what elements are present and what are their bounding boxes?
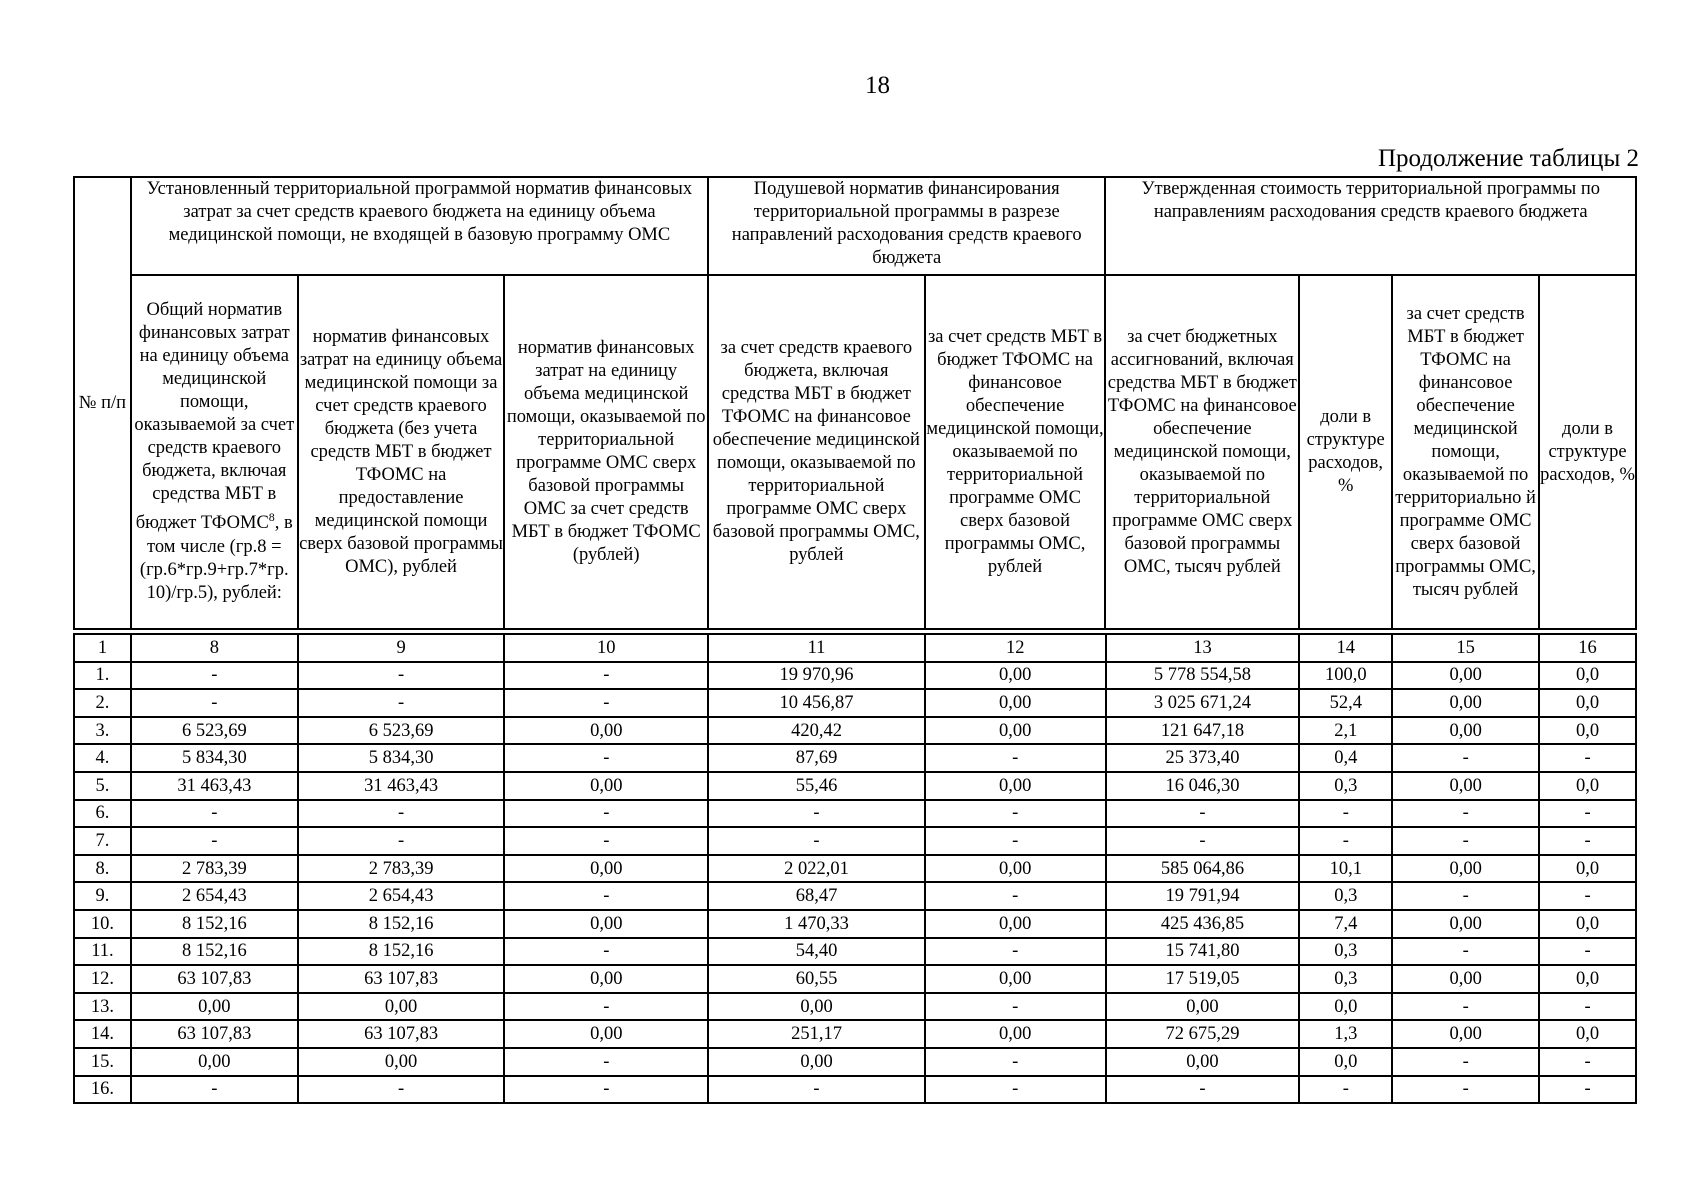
table-cell: 0,00: [925, 717, 1106, 745]
table-cell: 425 436,85: [1106, 910, 1300, 938]
table-cell: 2 654,43: [298, 882, 505, 910]
table-cell: -: [504, 689, 708, 717]
table-cell: -: [298, 800, 505, 828]
table-cell: 0,3: [1299, 938, 1392, 966]
table-cell: 0,0: [1539, 717, 1636, 745]
table-cell: 0,00: [1392, 965, 1539, 993]
table-row: [74, 1048, 1636, 1076]
table-cell: 8 152,16: [298, 910, 505, 938]
table-cell: -: [925, 882, 1106, 910]
header-group-per-capita: Подушевой норматив финансирования территориальной программы в разрезе направлений расходования средств краевого бюджета: [708, 177, 1105, 275]
table-cell: 63 107,83: [131, 965, 298, 993]
table-cell: 2 783,39: [131, 855, 298, 883]
table-cell: 0,00: [1392, 689, 1539, 717]
table-cell: -: [131, 689, 298, 717]
header-col12: за счет средств МБТ в бюджет ТФОМС на финансовое обеспечение медицинской помощи, оказываемой по территориальной программе ОМС сверх базовой программы ОМС, рублей: [925, 275, 1106, 629]
table-cell: 5.: [74, 772, 131, 800]
table-cell: 0,00: [1392, 717, 1539, 745]
table-cell: 0,3: [1299, 882, 1392, 910]
table-cell: -: [298, 1076, 505, 1104]
table-cell: 0,00: [925, 965, 1106, 993]
table-cell: 10: [504, 634, 708, 662]
table-cell: 14: [1299, 634, 1392, 662]
table-cell: 16: [1539, 634, 1636, 662]
table-cell: 0,00: [504, 717, 708, 745]
table-cell: 0,0: [1539, 855, 1636, 883]
table-header: [73, 176, 1637, 630]
table-cell: 0,0: [1539, 965, 1636, 993]
table-cell: -: [1392, 827, 1539, 855]
table-cell: 63 107,83: [131, 1020, 298, 1048]
table-cell: -: [1392, 993, 1539, 1021]
table-cell: -: [708, 827, 925, 855]
table-caption: Продолжение таблицы 2: [1377, 145, 1639, 172]
table-cell: 6 523,69: [298, 717, 505, 745]
table-cell: 0,0: [1299, 1048, 1392, 1076]
table-cell: 6.: [74, 800, 131, 828]
table-cell: 1 470,33: [708, 910, 925, 938]
table-row: [74, 1020, 1636, 1048]
header-col15: за счет средств МБТ в бюджет ТФОМС на финансовое обеспечение медицинской помощи, оказываемой по территориально й программе ОМС сверх базовой программы ОМС, тысяч рублей: [1392, 275, 1539, 629]
table-body: [73, 633, 1637, 1104]
table-cell: -: [1539, 938, 1636, 966]
table-cell: 8 152,16: [298, 938, 505, 966]
header-group-cost: Утвержденная стоимость территориальной программы по направлениям расходования средств краевого бюджета: [1105, 177, 1636, 275]
table-cell: 0,00: [708, 993, 925, 1021]
table-cell: -: [925, 1048, 1106, 1076]
table-row: [74, 662, 1636, 690]
table-cell: 0,00: [298, 1048, 505, 1076]
table-cell: -: [504, 1048, 708, 1076]
table-cell: -: [1299, 827, 1392, 855]
table-cell: -: [1299, 800, 1392, 828]
table-row: [74, 800, 1636, 828]
table-row: [74, 827, 1636, 855]
table-cell: 251,17: [708, 1020, 925, 1048]
table-cell: 7.: [74, 827, 131, 855]
table-cell: 12.: [74, 965, 131, 993]
table-cell: 25 373,40: [1106, 744, 1300, 772]
table-cell: -: [1539, 1076, 1636, 1104]
table-cell: 12: [925, 634, 1106, 662]
table-row: [74, 993, 1636, 1021]
table-cell: 0,00: [925, 910, 1106, 938]
table-cell: 3 025 671,24: [1106, 689, 1300, 717]
table-row: [74, 717, 1636, 745]
header-num: № п/п: [74, 177, 131, 629]
table-cell: -: [1392, 800, 1539, 828]
table-cell: 0,3: [1299, 772, 1392, 800]
table-cell: 0,0: [1299, 993, 1392, 1021]
table-cell: 0,00: [1106, 1048, 1300, 1076]
table-cell: 0,3: [1299, 965, 1392, 993]
table-cell: 121 647,18: [1106, 717, 1300, 745]
table-cell: 1: [74, 634, 131, 662]
table-cell: 54,40: [708, 938, 925, 966]
table-cell: 1.: [74, 662, 131, 690]
table-cell: 0,0: [1539, 689, 1636, 717]
table-cell: 0,00: [1392, 1020, 1539, 1048]
table-cell: 585 064,86: [1106, 855, 1300, 883]
table-cell: 63 107,83: [298, 965, 505, 993]
table-row: [74, 910, 1636, 938]
table-cell: -: [1539, 744, 1636, 772]
table-cell: 10 456,87: [708, 689, 925, 717]
table-row: [74, 744, 1636, 772]
table-cell: 9: [298, 634, 505, 662]
table-cell: 15: [1392, 634, 1539, 662]
table-cell: 10.: [74, 910, 131, 938]
table-cell: 15.: [74, 1048, 131, 1076]
table-cell: -: [925, 744, 1106, 772]
page-number: 18: [865, 72, 890, 99]
table-cell: -: [1539, 1048, 1636, 1076]
table-cell: -: [925, 1076, 1106, 1104]
table-cell: -: [1392, 1048, 1539, 1076]
table-cell: 11: [708, 634, 925, 662]
table-cell: 13.: [74, 993, 131, 1021]
table-cell: 5 834,30: [131, 744, 298, 772]
table-cell: 2.: [74, 689, 131, 717]
table-cell: -: [131, 800, 298, 828]
table-cell: 0,00: [131, 1048, 298, 1076]
table-cell: -: [1392, 938, 1539, 966]
header-col13: за счет бюджетных ассигнований, включая средства МБТ в бюджет ТФОМС на финансовое обеспечение медицинской помощи, оказываемой по территориальной программе ОМС сверх базовой программы ОМС, тысяч рублей: [1105, 275, 1299, 629]
table-cell: -: [708, 800, 925, 828]
table-cell: 0,00: [504, 855, 708, 883]
table-cell: -: [504, 993, 708, 1021]
table-cell: 0,0: [1539, 772, 1636, 800]
header-col11: за счет средств краевого бюджета, включая средства МБТ в бюджет ТФОМС на финансовое обеспечение медицинской помощи, оказываемой по территориальной программе ОМС сверх базовой программы ОМС, рублей: [708, 275, 925, 629]
table-cell: 13: [1106, 634, 1300, 662]
table-cell: 6 523,69: [131, 717, 298, 745]
table-cell: -: [504, 662, 708, 690]
table-cell: 9.: [74, 882, 131, 910]
table-cell: 19 791,94: [1106, 882, 1300, 910]
table-cell: 5 778 554,58: [1106, 662, 1300, 690]
table-cell: -: [1539, 993, 1636, 1021]
table-cell: -: [925, 993, 1106, 1021]
table-cell: 55,46: [708, 772, 925, 800]
table-cell: 100,0: [1299, 662, 1392, 690]
table-cell: 0,00: [131, 993, 298, 1021]
table-cell: 5 834,30: [298, 744, 505, 772]
table-cell: -: [925, 827, 1106, 855]
table-cell: 31 463,43: [131, 772, 298, 800]
table-cell: 0,00: [1392, 662, 1539, 690]
table-row: [74, 938, 1636, 966]
table-cell: 0,00: [298, 993, 505, 1021]
table-cell: 11.: [74, 938, 131, 966]
table-cell: -: [925, 938, 1106, 966]
table-cell: -: [1299, 1076, 1392, 1104]
header-group-norms: Установленный территориальной программой норматив финансовых затрат за счет средств краевого бюджета на единицу объема медицинской помощи, не входящей в базовую программу ОМС: [131, 177, 708, 275]
table-row: [74, 882, 1636, 910]
table-cell: -: [504, 827, 708, 855]
table-cell: 2 022,01: [708, 855, 925, 883]
table-cell: 0,0: [1539, 1020, 1636, 1048]
table-cell: -: [1539, 800, 1636, 828]
table-cell: 7,4: [1299, 910, 1392, 938]
table-cell: -: [131, 827, 298, 855]
header-col8: Общий норматив финансовых затрат на единицу объема медицинской помощи, оказываемой за счет средств краевого бюджета, включая средства МБТ в бюджет ТФОМС$^8$, в том числе (гр.8 = (гр.6*гр.9+гр.7*гр. 10)/гр.5), рублей:: [131, 275, 298, 629]
column-numbers-row: [74, 634, 1636, 662]
table-cell: 2,1: [1299, 717, 1392, 745]
table-cell: -: [1392, 882, 1539, 910]
table-cell: 0,00: [1392, 772, 1539, 800]
table-row: [74, 855, 1636, 883]
table-cell: 8: [131, 634, 298, 662]
table-cell: -: [1106, 1076, 1300, 1104]
table-cell: 0,0: [1539, 662, 1636, 690]
table-cell: -: [1106, 827, 1300, 855]
table-cell: -: [1539, 882, 1636, 910]
table-cell: -: [131, 662, 298, 690]
table-cell: 0,00: [925, 689, 1106, 717]
table-cell: -: [925, 800, 1106, 828]
header-col14: доли в структуре расходов, %: [1299, 275, 1392, 629]
table-row: [74, 772, 1636, 800]
table-cell: 3.: [74, 717, 131, 745]
table-cell: 63 107,83: [298, 1020, 505, 1048]
table-cell: -: [504, 938, 708, 966]
table-cell: -: [1106, 800, 1300, 828]
table-cell: 0,00: [1106, 993, 1300, 1021]
table-cell: 0,00: [1392, 910, 1539, 938]
table-row: [74, 1076, 1636, 1104]
table-cell: 60,55: [708, 965, 925, 993]
table-cell: 1,3: [1299, 1020, 1392, 1048]
table-cell: 17 519,05: [1106, 965, 1300, 993]
table-cell: 31 463,43: [298, 772, 505, 800]
table-cell: 8 152,16: [131, 938, 298, 966]
table-cell: -: [1392, 1076, 1539, 1104]
table-cell: 52,4: [1299, 689, 1392, 717]
table-cell: 68,47: [708, 882, 925, 910]
table-cell: -: [504, 744, 708, 772]
table-cell: 14.: [74, 1020, 131, 1048]
table-cell: -: [708, 1076, 925, 1104]
table-cell: 0,00: [504, 965, 708, 993]
header-col10: норматив финансовых затрат на единицу объема медицинской помощи, оказываемой по территориальной программе ОМС сверх базовой программы ОМС за счет средств МБТ в бюджет ТФОМС (рублей): [504, 275, 708, 629]
table-cell: 4.: [74, 744, 131, 772]
header-col16: доли в структуре расходов, %: [1539, 275, 1636, 629]
table-cell: 420,42: [708, 717, 925, 745]
table-cell: 16 046,30: [1106, 772, 1300, 800]
table-cell: 0,00: [504, 1020, 708, 1048]
table-cell: -: [504, 882, 708, 910]
table-cell: -: [504, 1076, 708, 1104]
table-cell: 0,00: [1392, 855, 1539, 883]
table-cell: 16.: [74, 1076, 131, 1104]
table-cell: -: [298, 662, 505, 690]
table-cell: -: [1392, 744, 1539, 772]
table-cell: 0,00: [925, 855, 1106, 883]
header-col9: норматив финансовых затрат на единицу объема медицинской помощи за счет средств краевого бюджета (без учета средств МБТ в бюджет ТФОМС на предоставление медицинской помощи сверх базовой программы ОМС), рублей: [298, 275, 505, 629]
table-cell: -: [504, 800, 708, 828]
table-cell: 8.: [74, 855, 131, 883]
table-cell: 0,00: [504, 772, 708, 800]
table-row: [74, 965, 1636, 993]
table-cell: -: [131, 1076, 298, 1104]
table-cell: 0,00: [708, 1048, 925, 1076]
table-cell: 72 675,29: [1106, 1020, 1300, 1048]
table-cell: 0,00: [925, 1020, 1106, 1048]
table-cell: 15 741,80: [1106, 938, 1300, 966]
table-cell: 8 152,16: [131, 910, 298, 938]
table-cell: 0,00: [925, 662, 1106, 690]
table-cell: 0,0: [1539, 910, 1636, 938]
table-cell: 0,4: [1299, 744, 1392, 772]
table-cell: 10,1: [1299, 855, 1392, 883]
table-row: [74, 689, 1636, 717]
table-cell: 19 970,96: [708, 662, 925, 690]
table-cell: -: [298, 689, 505, 717]
table-cell: 2 783,39: [298, 855, 505, 883]
table-cell: 2 654,43: [131, 882, 298, 910]
table-cell: 0,00: [925, 772, 1106, 800]
table-cell: 0,00: [504, 910, 708, 938]
table-cell: 87,69: [708, 744, 925, 772]
table-cell: -: [1539, 827, 1636, 855]
table-cell: -: [298, 827, 505, 855]
